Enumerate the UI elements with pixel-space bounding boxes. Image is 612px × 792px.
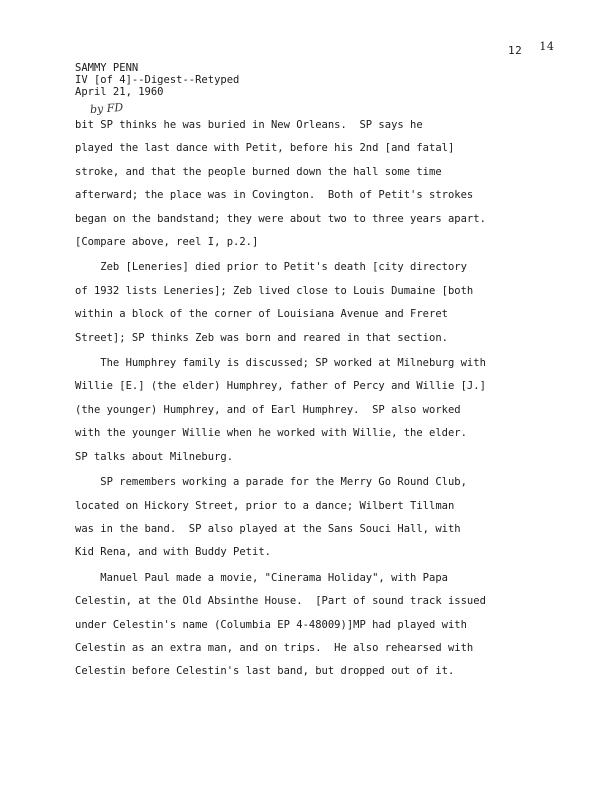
text-line: Manuel Paul made a movie, "Cinerama Holiday", with Papa [75, 571, 448, 584]
text-line: located on Hickory Street, prior to a dance; Wilbert Tillman [75, 499, 455, 512]
text-line: Street]; SP thinks Zeb was born and reared in that section. [75, 331, 448, 344]
interviewee-name: SAMMY PENN [75, 62, 139, 74]
text-line: Celestin, at the Old Absinthe House. [Part of sound track issued [75, 595, 486, 608]
text-line: with the younger Willie when he worked with Willie, the elder. [75, 427, 467, 440]
page-number-handwritten: 14 [539, 40, 555, 53]
text-line: SP remembers working a parade for the Merry Go Round Club, [75, 476, 467, 489]
page-number-typed: 12 [508, 44, 523, 57]
text-line: afterward; the place was in Covington. Both of Petit's strokes [75, 189, 474, 202]
paragraph [75, 567, 545, 684]
paragraph [75, 352, 545, 469]
interview-date: April 21, 1960 [75, 86, 164, 98]
text-line: [Compare above, reel I, p.2.] [75, 236, 259, 249]
text-line: SP talks about Milneburg. [75, 450, 234, 463]
text-line: began on the bandstand; they were about two to three years apart. [75, 212, 486, 225]
text-line: Celestin as an extra man, and on trips. He also rehearsed with [75, 641, 474, 654]
text-line: played the last dance with Petit, before his 2nd [and fatal] [75, 142, 455, 155]
document-header [75, 62, 239, 98]
text-line: (the younger) Humphrey, and of Earl Humphrey. SP also worked [75, 403, 461, 416]
text-line: The Humphrey family is discussed; SP worked at Milneburg with [75, 357, 486, 370]
text-line: was in the band. SP also played at the Sans Souci Hall, with [75, 522, 461, 535]
text-line: Zeb [Leneries] died prior to Petit's death [city directory [75, 261, 467, 274]
paragraph [75, 114, 545, 254]
paragraph [75, 471, 545, 565]
text-line: Kid Rena, and with Buddy Petit. [75, 546, 271, 559]
page-number [508, 40, 555, 57]
text-line: within a block of the corner of Louisiana Avenue and Freret [75, 308, 448, 321]
text-line: under Celestin's name (Columbia EP 4-48009)]MP had played with [75, 618, 467, 631]
text-line: bit SP thinks he was buried in New Orleans. SP says he [75, 119, 423, 131]
paragraph [75, 256, 545, 350]
text-line: of 1932 lists Leneries]; Zeb lived close to Louis Dumaine [both [75, 284, 474, 297]
text-line: stroke, and that the people burned down the hall some time [75, 165, 442, 178]
text-line: Willie [E.] (the elder) Humphrey, father of Percy and Willie [J.] [75, 380, 486, 393]
handwritten-note: by FD [89, 100, 124, 117]
text-line: Celestin before Celestin's last band, but dropped out of it. [75, 665, 455, 678]
digest-body [75, 114, 545, 686]
reel-subtitle: IV [of 4]--Digest--Retyped [75, 74, 240, 86]
